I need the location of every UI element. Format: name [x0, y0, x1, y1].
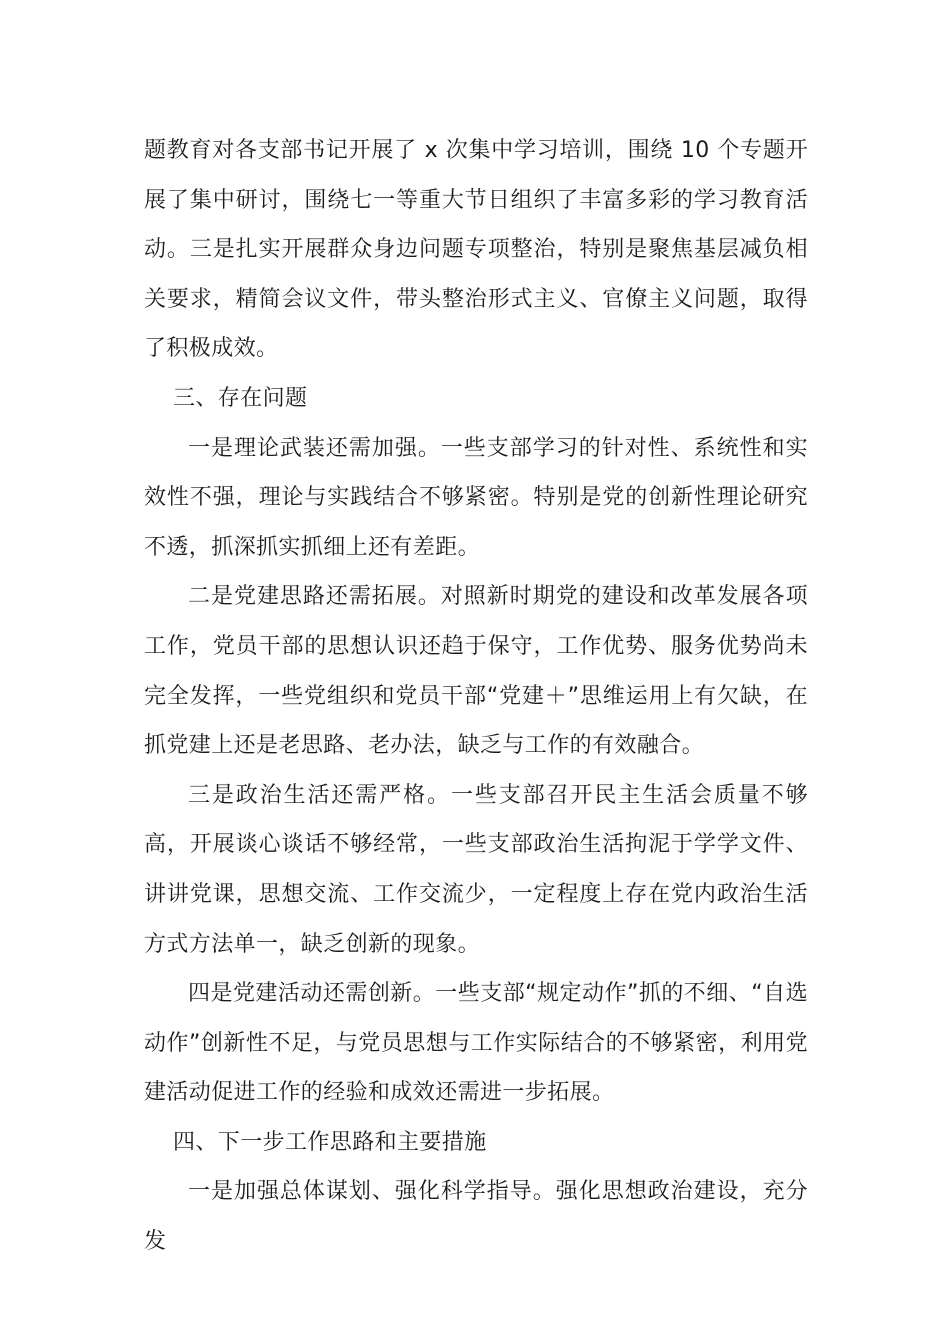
section-heading-problems: 三、存在问题	[173, 385, 308, 411]
document-body	[144, 126, 808, 1267]
paragraph-activities: 四是党建活动还需创新。一些支部“规定动作”抓的不细、“自选动作”创新性不足，与党员思想与工作实际结合的不够紧密，利用党建活动促进工作的经验和成效还需进一步拓展。	[144, 981, 808, 1106]
paragraph-party-building-ideas: 二是党建思路还需拓展。对照新时期党的建设和改革发展各项工作，党员干部的思想认识还趋于保守，工作优势、服务优势尚未完全发挥，一些党组织和党员干部“党建＋”思维运用上有欠缺，在抓党建上还是老思路、老办法，缺乏与工作的有效融合。	[144, 584, 808, 759]
paragraph-planning: 一是加强总体谋划、强化科学指导。强化思想政治建设，充分发	[144, 1179, 808, 1255]
section-heading-next-steps: 四、下一步工作思路和主要措施	[173, 1129, 487, 1155]
paragraph-political-life: 三是政治生活还需严格。一些支部召开民主生活会质量不够高，开展谈心谈话不够经常，一些支部政治生活拘泥于学学文件、讲讲党课，思想交流、工作交流少，一定程度上存在党内政治生活方式方法单一，缺乏创新的现象。	[144, 782, 808, 957]
paragraph-continuation: 题教育对各支部书记开展了 x 次集中学习培训，围绕 10 个专题开展了集中研讨，围绕七一等重大节日组织了丰富多彩的学习教育活动。三是扎实开展群众身边问题专项整治，特别是聚焦基层减负相关要求，精简会议文件，带头整治形式主义、官僚主义问题，取得了积极成效。	[144, 138, 808, 362]
paragraph-theory: 一是理论武装还需加强。一些支部学习的针对性、系统性和实效性不强，理论与实践结合不够紧密。特别是党的创新性理论研究不透，抓深抓实抓细上还有差距。	[144, 435, 808, 560]
